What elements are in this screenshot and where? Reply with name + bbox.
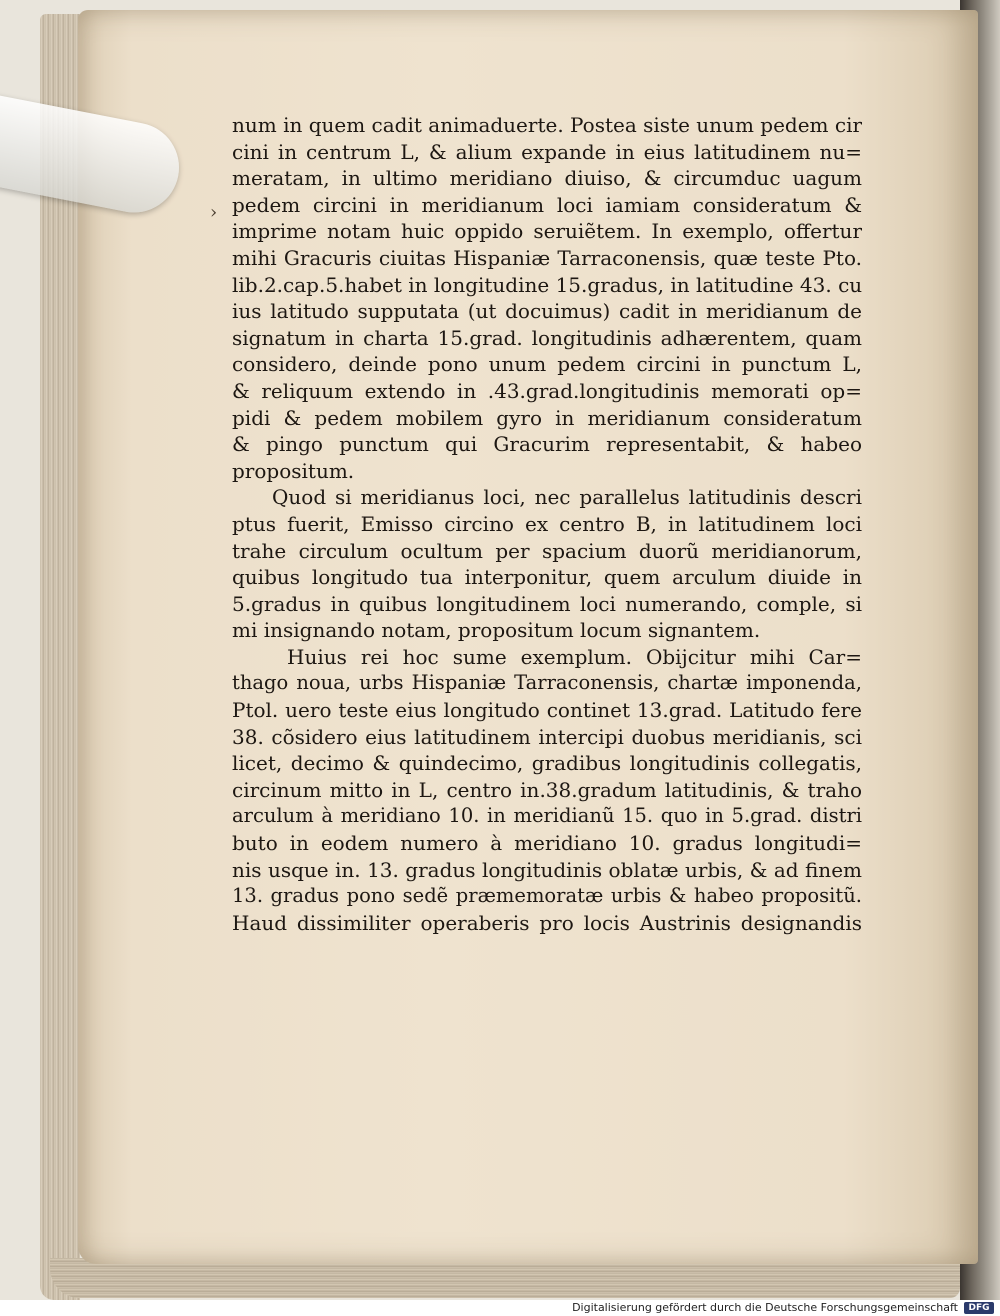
- text-line: mihi Gracuris ciuitas Hispaniæ Tarraconensis, quæ teste Pto.: [232, 245, 862, 270]
- text-line: pedem circini in meridianum loci iamiam consideratum &: [232, 192, 862, 217]
- text-line: propositum.: [232, 458, 355, 483]
- text-line: & reliquum extendo in .43.grad.longitudinis memorati op=: [232, 378, 862, 403]
- funding-credit: Digitalisierung gefördert durch die Deutsche Forschungsgemeinschaft: [572, 1301, 958, 1314]
- text-line: lib.2.cap.5.habet in longitudine 15.gradus, in latitudine 43. cu: [232, 272, 862, 297]
- paragraph-start-line: Quod si meridianus loci, nec parallelus latitudinis descri: [272, 485, 862, 510]
- text-line: signatum in charta 15.grad. longitudinis adhærentem, quam: [232, 325, 862, 350]
- text-line: thago noua, urbs Hispaniæ Tarraconensis, chartæ imponenda,: [232, 671, 862, 695]
- page-edges-bottom: [50, 1258, 960, 1298]
- text-line: mi insignando notam, propositum locum signantem.: [232, 618, 761, 643]
- page-text: [232, 112, 862, 936]
- text-line: considero, deinde pono unum pedem circini in punctum L,: [232, 352, 862, 377]
- text-line: 5.gradus in quibus longitudinem loci numerando, comple, si: [232, 591, 862, 616]
- text-line: 38. cõsidero eius latitudinem intercipi duobus meridianis, sci: [232, 724, 862, 749]
- text-line: & pingo punctum qui Gracurim representabit, & habeo: [232, 432, 862, 457]
- text-line: cini in centrum L, & alium expande in eius latitudinem nu=: [232, 139, 862, 164]
- paragraph-start-line: Huius rei hoc sume exemplum. Obijcitur mihi Car=: [287, 644, 862, 669]
- text-line: meratam, in ultimo meridiano diuiso, & circumduc uagum: [232, 166, 862, 191]
- page-edges-left: [40, 14, 80, 1300]
- text-line: num in quem cadit animaduerte. Postea siste unum pedem cir: [232, 113, 862, 137]
- margin-bracket-mark: ›: [210, 202, 218, 223]
- dfg-logo: DFG: [964, 1302, 994, 1314]
- text-line: pidi & pedem mobilem gyro in meridianum consideratum: [232, 405, 862, 430]
- text-line: ius latitudo supputata (ut docuimus) cadit in meridianum de: [232, 299, 862, 324]
- text-line: Ptol. uero teste eius longitudo continet 13.grad. Latitudo fere: [232, 698, 862, 723]
- text-line: Haud dissimiliter operaberis pro locis Austrinis designandis: [232, 910, 862, 935]
- text-line: licet, decimo & quindecimo, gradibus longitudinis collegatis,: [232, 751, 862, 776]
- text-line: imprime notam huic oppido seruiẽtem. In exemplo, offertur: [232, 219, 862, 244]
- text-line: buto in eodem numero à meridiano 10. gradus longitudi=: [232, 831, 862, 856]
- text-line: 13. gradus pono sedẽ præmemoratæ urbis & habeo propositũ.: [232, 884, 862, 908]
- text-line: quibus longitudo tua interponitur, quem arculum diuide in: [232, 565, 862, 590]
- text-line: trahe circulum ocultum per spacium duorũ meridianorum,: [232, 538, 862, 563]
- footer-bar: [0, 1300, 1000, 1316]
- text-line: arculum à meridiano 10. in meridianũ 15. quo in 5.grad. distri: [232, 804, 862, 828]
- text-line: circinum mitto in L, centro in.38.gradum latitudinis, & traho: [232, 777, 862, 802]
- text-line: ptus fuerit, Emisso circino ex centro B, in latitudinem loci: [232, 511, 862, 536]
- text-line: nis usque in. 13. gradus longitudinis oblatæ urbis, & ad finem: [232, 857, 862, 882]
